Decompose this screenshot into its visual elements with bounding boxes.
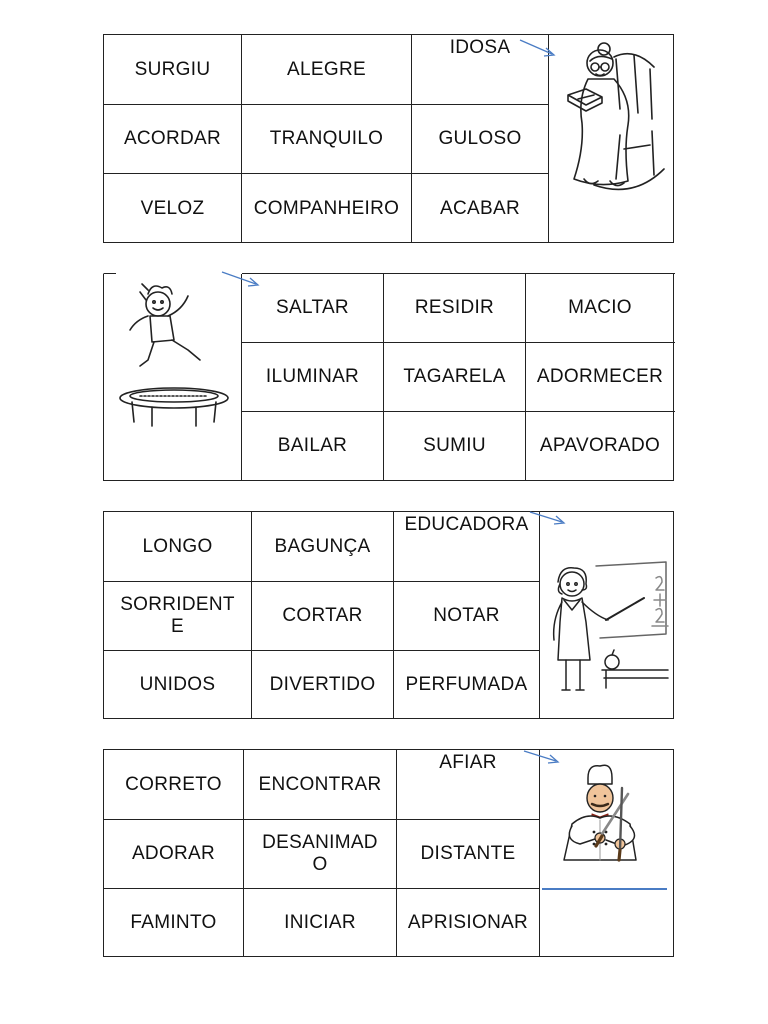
- word-grid-4: [103, 749, 674, 957]
- word-cell: FAMINTO: [130, 912, 217, 933]
- word-cell: ALEGRE: [287, 58, 366, 80]
- word-cell: TAGARELA: [403, 366, 506, 387]
- word-cell: DISTANTE: [420, 843, 516, 864]
- word-cell: SORRIDENTE: [120, 594, 235, 637]
- word-cell: SUMIU: [423, 435, 486, 456]
- word-cell: NOTAR: [433, 605, 500, 626]
- word-cell: ADORAR: [131, 843, 216, 864]
- word-cell: INICIAR: [284, 912, 356, 933]
- word-cell: SURGIU: [134, 58, 211, 80]
- word-cell: APRISIONAR: [407, 912, 529, 933]
- arrow-icon: [522, 749, 562, 767]
- word-grid-1: [103, 34, 674, 243]
- word-cell: AFIAR: [439, 752, 497, 773]
- word-cell: MACIO: [568, 297, 632, 318]
- word-cell: ACORDAR: [123, 128, 222, 149]
- trampoline-child-illustration: [118, 280, 238, 430]
- arrow-icon: [220, 270, 262, 290]
- word-cell: ADORMECER: [536, 366, 664, 387]
- word-cell: SALTAR: [276, 297, 349, 318]
- word-cell: APAVORADO: [539, 435, 661, 456]
- word-cell: CORTAR: [282, 605, 363, 626]
- word-cell: COMPANHEIRO: [253, 197, 400, 219]
- teacher-illustration: [544, 560, 670, 700]
- word-cell: CORRETO: [125, 773, 222, 795]
- word-cell: ACABAR: [440, 197, 520, 219]
- word-cell: ILUMINAR: [265, 366, 360, 387]
- word-cell: UNIDOS: [139, 674, 216, 695]
- word-grid-2: [103, 273, 674, 481]
- chef-illustration: [542, 760, 672, 892]
- word-cell: VELOZ: [140, 197, 205, 219]
- chef-underline: [542, 888, 667, 890]
- word-cell: DIVERTIDO: [269, 674, 376, 695]
- word-cell: GULOSO: [438, 128, 522, 149]
- word-cell: BAILAR: [277, 435, 348, 456]
- arrow-icon: [518, 38, 558, 60]
- word-cell: TRANQUILO: [269, 128, 384, 149]
- word-cell: DESANIMADO: [262, 832, 378, 875]
- word-cell: LONGO: [142, 535, 213, 557]
- word-cell: BAGUNÇA: [274, 535, 371, 557]
- grandmother-illustration: [554, 39, 670, 195]
- arrow-icon: [528, 510, 568, 528]
- word-cell: ENCONTRAR: [258, 773, 382, 795]
- word-cell: IDOSA: [449, 37, 511, 58]
- word-cell: EDUCADORA: [404, 514, 529, 535]
- word-cell: RESIDIR: [414, 297, 495, 318]
- word-grid-3: [103, 511, 674, 719]
- word-cell: PERFUMADA: [405, 674, 528, 695]
